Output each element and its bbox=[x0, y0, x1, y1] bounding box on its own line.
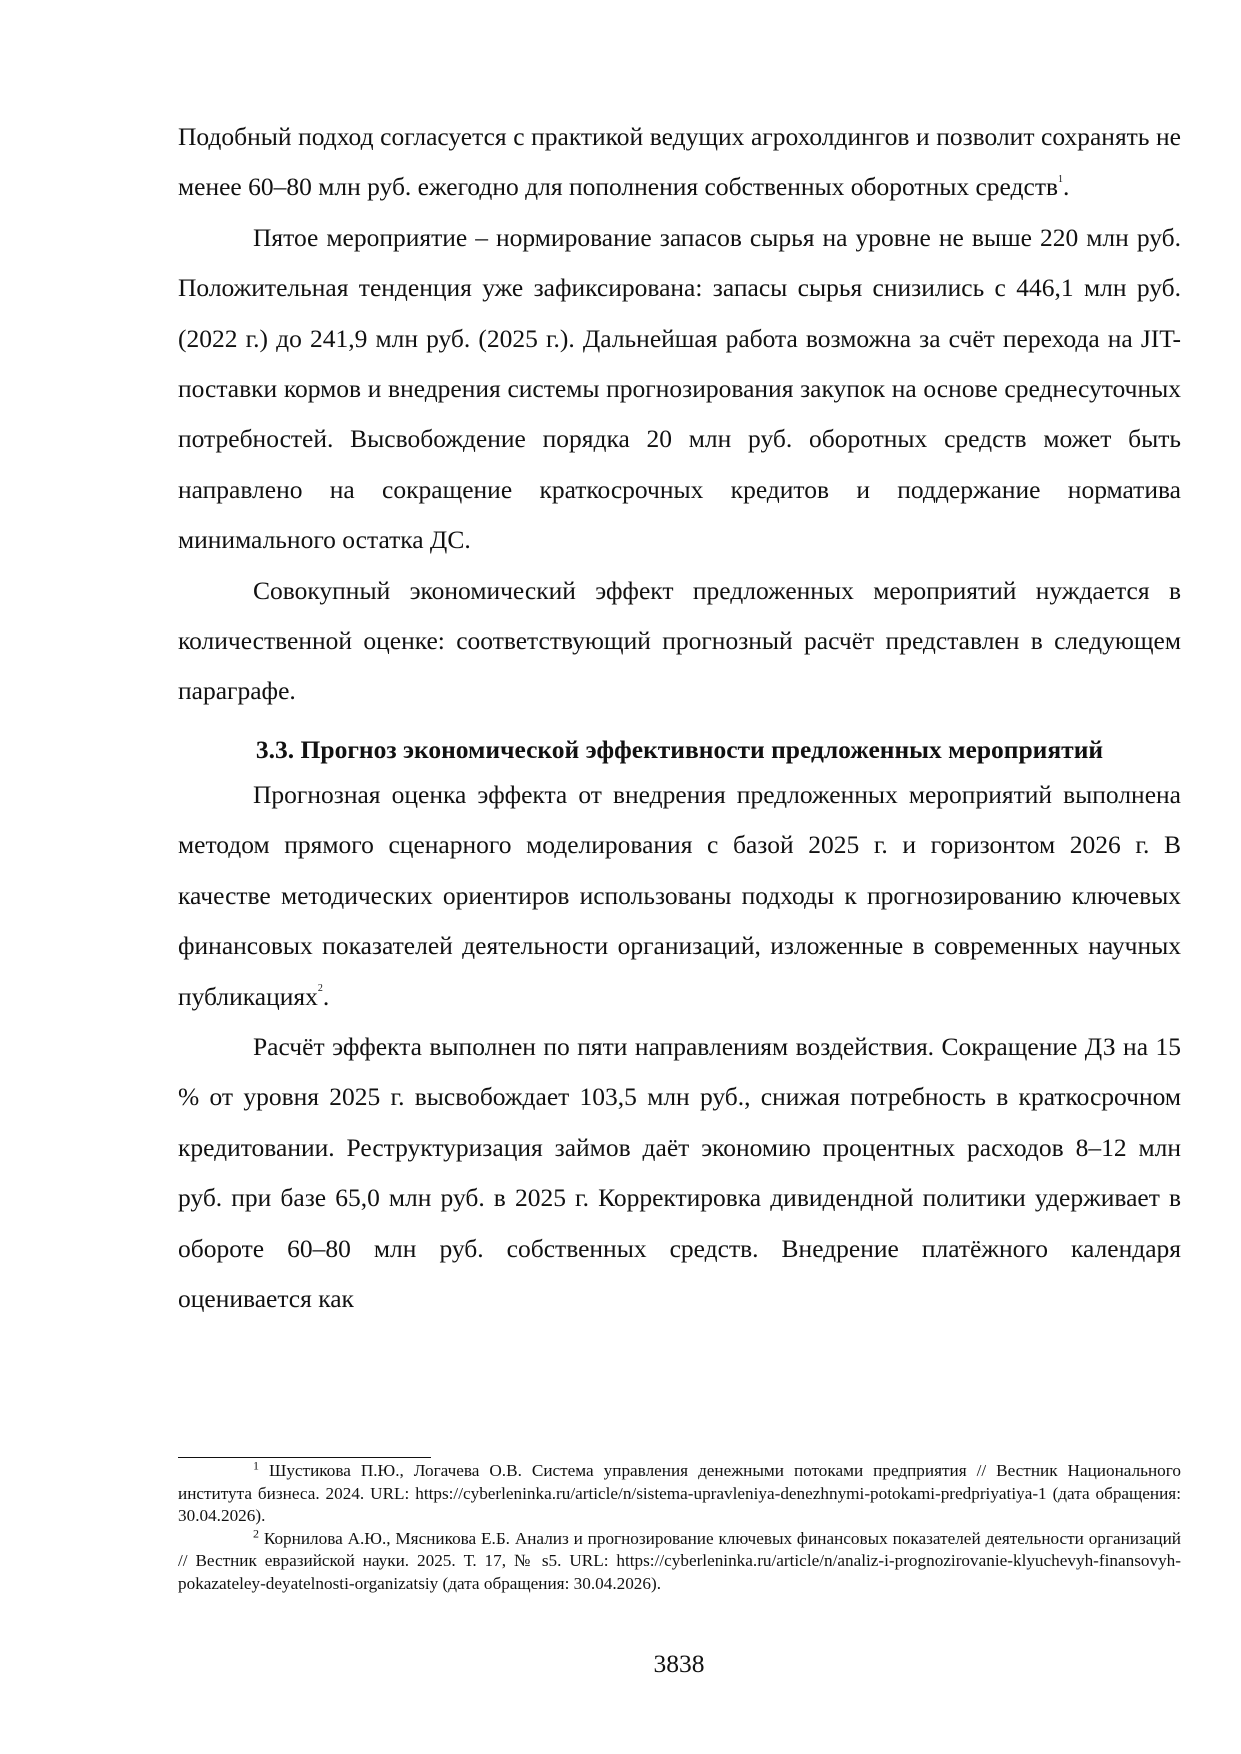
footnote-2-number: 2 bbox=[253, 1525, 259, 1540]
footnote-2 bbox=[178, 1525, 1181, 1596]
paragraph-3: Совокупный экономический эффект предложенных мероприятий нуждается в количественной оценке: соответствующий прогнозный расчёт представлен в следующем параграфе. bbox=[178, 575, 1181, 706]
paragraph-4 bbox=[178, 770, 1181, 1022]
paragraph-1 bbox=[178, 112, 1181, 213]
paragraph-4-tail: . bbox=[322, 981, 330, 1011]
footnote-separator bbox=[178, 1457, 431, 1458]
paragraph-4-text: Прогнозная оценка эффекта от внедрения предложенных мероприятий выполнена методом прямого сценарного моделирования с базой 2025 г. и горизонтом 2026 г. В качестве методических ориентиров использованы подходы к прогнозированию ключевых финансовых показателей деятельности организаций, изложенные в современных научных публикациях bbox=[178, 779, 1181, 1011]
page-number: 3838 bbox=[653, 1649, 705, 1678]
footnote-ref-2[interactable]: 2 bbox=[317, 983, 323, 994]
footnote-ref-1[interactable]: 1 bbox=[1058, 173, 1063, 185]
page-body bbox=[178, 112, 1181, 1324]
footnote-1-text: Шустикова П.Ю., Логачева О.В. Система управления денежными потоками предприятия // Вестник Национального института бизнеса. 2024. URL: https://cyberleninka.ru/article/n/sistema-upravleniya-denezhnymi-potokami-predpriyatiya-1 (дата обращения: 30.04.2026). bbox=[178, 1461, 1181, 1525]
paragraph-5: Расчёт эффекта выполнен по пяти направлениям воздействия. Сокращение ДЗ на 15 % от уровня 2025 г. высвобождает 103,5 млн руб., снижая потребность в краткосрочном кредитовании. Реструктуризация займов даёт экономию процентных расходов 8–12 млн руб. при базе 65,0 млн руб. в 2025 г. Корректировка дивидендной политики удерживает в обороте 60–80 млн руб. собственных средств. Внедрение платёжного календаря оценивается как bbox=[178, 1031, 1181, 1313]
section-heading: 3.3. Прогноз экономической эффективности предложенных мероприятий bbox=[255, 734, 1104, 764]
footnotes bbox=[178, 1460, 1181, 1595]
paragraph-1-text: Подобный подход согласуется с практикой ведущих агрохолдингов и позволит сохранять не менее 60–80 млн руб. ежегодно для пополнения собственных оборотных средств bbox=[178, 122, 1181, 202]
paragraph-1-tail: . bbox=[1063, 172, 1070, 202]
paragraph-2: Пятое мероприятие – нормирование запасов сырья на уровне не выше 220 млн руб. Положительная тенденция уже зафиксирована: запасы сырья снизились с 446,1 млн руб. (2022 г.) до 241,9 млн руб. (2025 г.). Дальнейшая работа возможна за счёт перехода на JIT-поставки кормов и внедрения системы прогнозирования закупок на основе среднесуточных потребностей. Высвобождение порядка 20 млн руб. оборотных средств может быть направлено на сокращение краткосрочных кредитов и поддержание норматива минимального остатка ДС. bbox=[178, 222, 1181, 555]
footnote-1-number: 1 bbox=[253, 1458, 259, 1473]
footnote-2-text: Корнилова А.Ю., Мясникова Е.Б. Анализ и прогнозирование ключевых финансовых показателей деятельности организаций // Вестник евразийской науки. 2025. Т. 17, № s5. URL: https://cyberleninka.ru/article/n/analiz-i-prognozirovanie-klyuchevyh-finansovyh-pokazateley-deyatelnosti-organizatsiy (дата обращения: 30.04.2026). bbox=[178, 1528, 1181, 1593]
footnote-1 bbox=[178, 1460, 1181, 1528]
